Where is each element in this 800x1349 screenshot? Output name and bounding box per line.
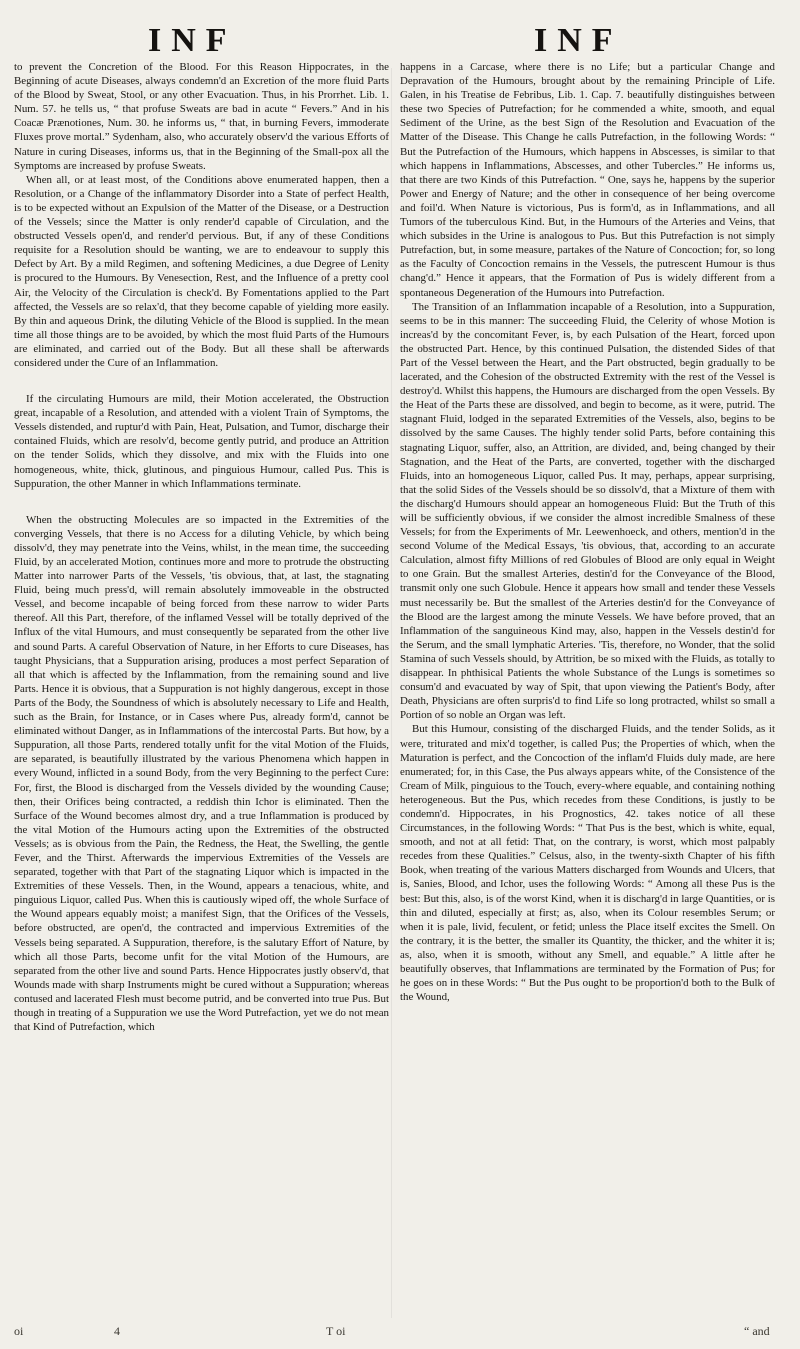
footer-signature-left: oi bbox=[14, 1324, 24, 1338]
right-paragraph-3: But this Humour, consisting of the discharged Fluids, and the tender Solids, as it were, triturated and mix'd together, is called Pus; the Properties of which, when the Maturation is perfect, and the Concoction of the inflam'd Fluids duly made, are here enumerated; for, in this Case, the Pus always appears white, of the Consistence of the Cream of Milk, pinguious to the Touch, every-where equable, and containing nothing heterogeneous. But the Pus, which recedes from these Conditions, is justly to be condemn'd. Hippocrates, in his Prognostics, 42. takes notice of all these Circumstances, in the following Words: “ That Pus is the best, which is white, equal, smooth, and not at all fetid: That, on the contrary, is worst, which most palpably recedes from these Qualities.” Celsus, also, in the twenty-sixth Chapter of his fifth Book, when treating of the various Matters discharged from Wounds and Ulcers, that is, Sanies, Blood, and Ichor, uses the following Words: “ Among all these Pus is the best: But this, also, is of the worst Kind, when it is discharg'd in large Quantities, or is thin and diluted, especially at first; as, also, when its Colour resembles Serum; or when it is pale, livid, feculent, or fetid; unless the Place itself excites the Smell. On the contrary, it is the better, the smaller its Quantity, the thicker, and the whiter it is; as, also, when it is smooth, without any Smell, and equable.” A little after he beautifully observes, that Inflammations are terminated by the Formation of Pus; for he goes on in these Words: “ But the Pus ought to be proportion'd both to the Bulk of the Wound, bbox=[400, 723, 775, 1004]
left-paragraph-4: When the obstructing Molecules are so impacted in the Extremities of the converging Vessels, that there is no Access for a diluting Vehicle, by which being dissolv'd, they may penetrate into the Veins, whilst, in the mean time, the succeeding Fluid, by an accelerated Motion, continues more and more to protrude the obstructing Matter into narrower Parts of the Vessels, 'tis obvious, that, at last, the stagnating Fluid, being much press'd, will remain absolutely immoveable in the obstructed Vessel, and become incapable of being forced from these narrow to wider Parts thereof. All this Part, therefore, of the inflamed Vessel will be totally deprived of the Influx of the vital Humours, and must consequently be separated from the other live and sound Parts. A careful Observation of Nature, in her Efforts to cure Diseases, has taught Physicians, that a Suppuration arising, produces a most perfect Separation of all that which is affected by the Inflammation, from the remaining sound and live Parts. Hence it is obvious, that a Suppuration is not highly dangerous, except in those Parts of the Body, the Soundness of which is absolutely necessary to Life and Health, such as the Brain, for Instance, or in Cases where Pus, already form'd, cannot be eliminated without Danger, as in Inflammations of the intercostal Parts. But how, by a Suppuration, all those Parts, rendered totally unfit for the vital Motion of the Fluids, are separated, is beautifully illustrated by the various Phenomena which happen in every Wound, inflicted in a sound Body, from the very Beginning to the perfect Cure: For, first, the Blood is discharged from the Vessels divided by the wounding Cause; then, their Orifices being contracted, a reddish thin Ichor is eliminated. Then the Surface of the Wound becomes almost dry, and a true Inflammation is produced by the vital Motion of the Humours acting upon the Extremities of the obstructed Vessels; as is obvious from the Pain, the Redness, the Heat, the Swelling, the gentle Fever, and the Thirst. Afterwards the impervious Extremities of the Vessels are separated, together with that Part of the stagnating Liquor which is impacted in the Extremities of these Vessels. Then, in the Wound, appears a tenacious, white, and pinguious Liquor, called Pus. When this is cautiously wiped off, the whole Surface of the Wound appears equably moist; a manifest Sign, that the Orifices of the Vessels, before obstructed, are open'd, the contracted and impervious Extremities of the Vessels being separated. A Suppuration, therefore, is the salutary Effort of Nature, by which all those Parts, become unfit for the vital Motion of the Humours, are separated from the other live and sound Parts. Hence Hippocrates justly observ'd, that Wounds made with sharp Instruments might be cured without a Suppuration; whereas contused and lacerated Flesh must become putrid, and be converted into true Pus. But though in treating of a Suppuration we use the Word Putrefaction, yet we do not mean that Kind of Putrefaction, which bbox=[14, 513, 389, 1034]
left-paragraph-1: to prevent the Concretion of the Blood. For this Reason Hippocrates, in the Beginning of acute Diseases, always condemn'd an Excretion of the more fluid Parts of the Blood by Sweat, Stool, or any other Evacuation. Thus, in his Prorrhet. Lib. 1. Num. 57. he tells us, “ that profuse Sweats are bad in acute “ Fevers.” And in his Coacæ Prænotiones, Num. 30. he informs us, “ that, in burning Fevers, immoderate Fluxes prove mortal.” Sydenham, also, who accurately observ'd the various Efforts of Nature in curing Diseases, informs us, that in the Beginning of the Small-pox all the Symptoms are increased by profuse Sweats. bbox=[14, 61, 389, 172]
right-column bbox=[400, 60, 775, 1318]
left-paragraph-2: When all, or at least most, of the Conditions above enumerated happen, then a Resolution, or a Change of the inflammatory Disorder into a State of perfect Health, is to be expected without an Expulsion of the Matter of the Disease, or a Destruction of the Vessels; since the Matter is only render'd capable of Circulation, and the obstructed Vessels open'd, and render'd pervious. But, if any of these Conditions requisite for a Resolution should be wanting, we are to endeavour to supply this Defect by Art. By a mild Regimen, and softening Medicines, a due Degree of Lenity is procured to the Humours. By Venesection, Rest, and the Influence of a pretty cool Air, the Velocity of the Circulation is check'd. By Fomentations applied to the Part affected, the Vessels are so relax'd, that they become capable of yielding more easily. By thin and aqueous Drink, the diluting Vehicle of the Blood is supplied. In the mean time all those things are to be avoided, by which the most fluid Parts of the Humours are eliminated, and carried out of the Body. But all these shall be afterwards considered under the Cure of an Inflammation. bbox=[14, 173, 389, 369]
footer-signature-mid: T oi bbox=[326, 1324, 346, 1338]
running-head-right: INF bbox=[534, 22, 623, 59]
right-paragraph-2: The Transition of an Inflammation incapable of a Resolution, into a Suppuration, seems to be in this manner: The succeeding Fluid, the Celerity of whose Motion is increas'd by the concomitant Fever, is, by each Pulsation of the Heart, forced upon the obstructed Part. Hence, by this continued Pulsation, the distended Sides of that Part of the Vessel between the Heart, and the Part obstructed, begin gradually to be lacerated, and the Cohesion of the obstructed Extremity with the rest of the Vessel is destroy'd. Whilst this happens, the Humours are discharged from the open Vessels. By the Heat of the Parts these are dissolved, and begin to become, as it were, putrid. The stagnant Fluid, lodged in the separated Extremities of the Vessels, also, begins to be dissolved by the same Causes. The highly tender solid Parts, before containing this stagnating Liquor, suffer, also, an Attrition, are divided, and, being changed by their Stagnation, and the Heat of the Parts, are converted, together with the discharged Fluids, into an homogeneous Liquor, called Pus. It may, perhaps, appear surprising, that the solid Sides of the Vessels should be so dissolv'd, that a Mixture of them with the discharg'd Humours should appear an homogeneous Fluid: But the Truth of this will be sufficiently obvious, if we consider the almost incredible Smalness of these Vessels; for from the Experiments of Mr. Leewenhoeck, and others, mention'd in the second Volume of the Medical Essays, 'tis obvious, that, according to an accurate Calculation, almost fifty Millions of red Globules of Blood are only equal in Weight to one Grain. But the smallest Arteries, destin'd for the Conveyance of the Blood, transmit only one such Globule. Hence it appears how small and tender these Vessels must necessarily be. But the smallest of the Arteries destin'd for the Conveyance of the Blood are the largest among the minute Vessels. We have before proved, that an Inflammation of the sanguineous Kind may, also, happen in the Vessels destin'd for the Serum, and the small lymphatic Arteries. 'Tis, therefore, no Wonder, that the solid Stamina of such Vessels should, by Attrition, be so mixed with the Fluids, as totally to disappear. In phthisical Patients the whole Substance of the Lungs is sometimes so consum'd and evacuated by way of Spit, that upon viewing the Patient's Body, after Death, Physicians are often surpris'd to find Life so long protracted, whilst so small a Portion of so noble an Organ was left. bbox=[400, 300, 775, 722]
left-paragraph-3: If the circulating Humours are mild, their Motion accelerated, the Obstruction great, incapable of a Resolution, and attended with a violent Train of Symptoms, the Vessels distended, and ruptur'd with Pain, Heat, Pulsation, and Tumor, discharge their contained Fluids, which are resolv'd, become gently putrid, and produce an Attrition on the tender Solids, which they dissolve, and mix with the Fluids into one homogeneous, white, thick, glutinous, and pinguious Humour, called Pus. This is Suppuration, the other Manner in which Inflammations terminate. bbox=[14, 393, 389, 490]
column-divider bbox=[391, 68, 392, 1318]
footer-catchword: “ and bbox=[744, 1324, 770, 1338]
left-column bbox=[14, 60, 389, 1318]
footer-mark: 4 bbox=[114, 1324, 120, 1338]
running-head-left: INF bbox=[148, 22, 237, 59]
right-paragraph-1: happens in a Carcase, where there is no Life; but a particular Change and Depravation of the Humours, brought about by the remaining Principle of Life. Galen, in his Treatise de Febribus, Lib. 1. Cap. 7. beautifully distinguishes between these two Species of Putrefaction; for he commended a white, smooth, and equal Sediment of the Urine, as the best Sign of the Resolution and Evacuation of the Matter of the Disease. This Change he calls Putrefaction, in the following Words: “ But the Putrefaction of the Humours, which happens in Abscesses, is similar to that which happens in Inflammations, Abscesses, and other Tubercles.” He informs us, that there are two Kinds of this Putrefaction. “ One, says he, happens by the superior Power and Energy of Nature; and the other in consequence of her being overcome and foil'd. When Nature is victorious, Pus is form'd, as in Inflammations, and all Tumors of the tuberculous Kind. But, in the Humours of the Arteries and Veins, that which subsides in the Urine is analogous to Pus. But this Putrefaction is not simply Putrefaction, but, in some measure, partakes of the Nature of Concoction; for, so long as the Faculty of Concoction remains in the Vessels, the putrescent Humour is thus chang'd.” Hence it appears, that the Formation of Pus is widely different from a spontaneous Degeneration of the Humours into Putrefaction. bbox=[400, 61, 775, 299]
